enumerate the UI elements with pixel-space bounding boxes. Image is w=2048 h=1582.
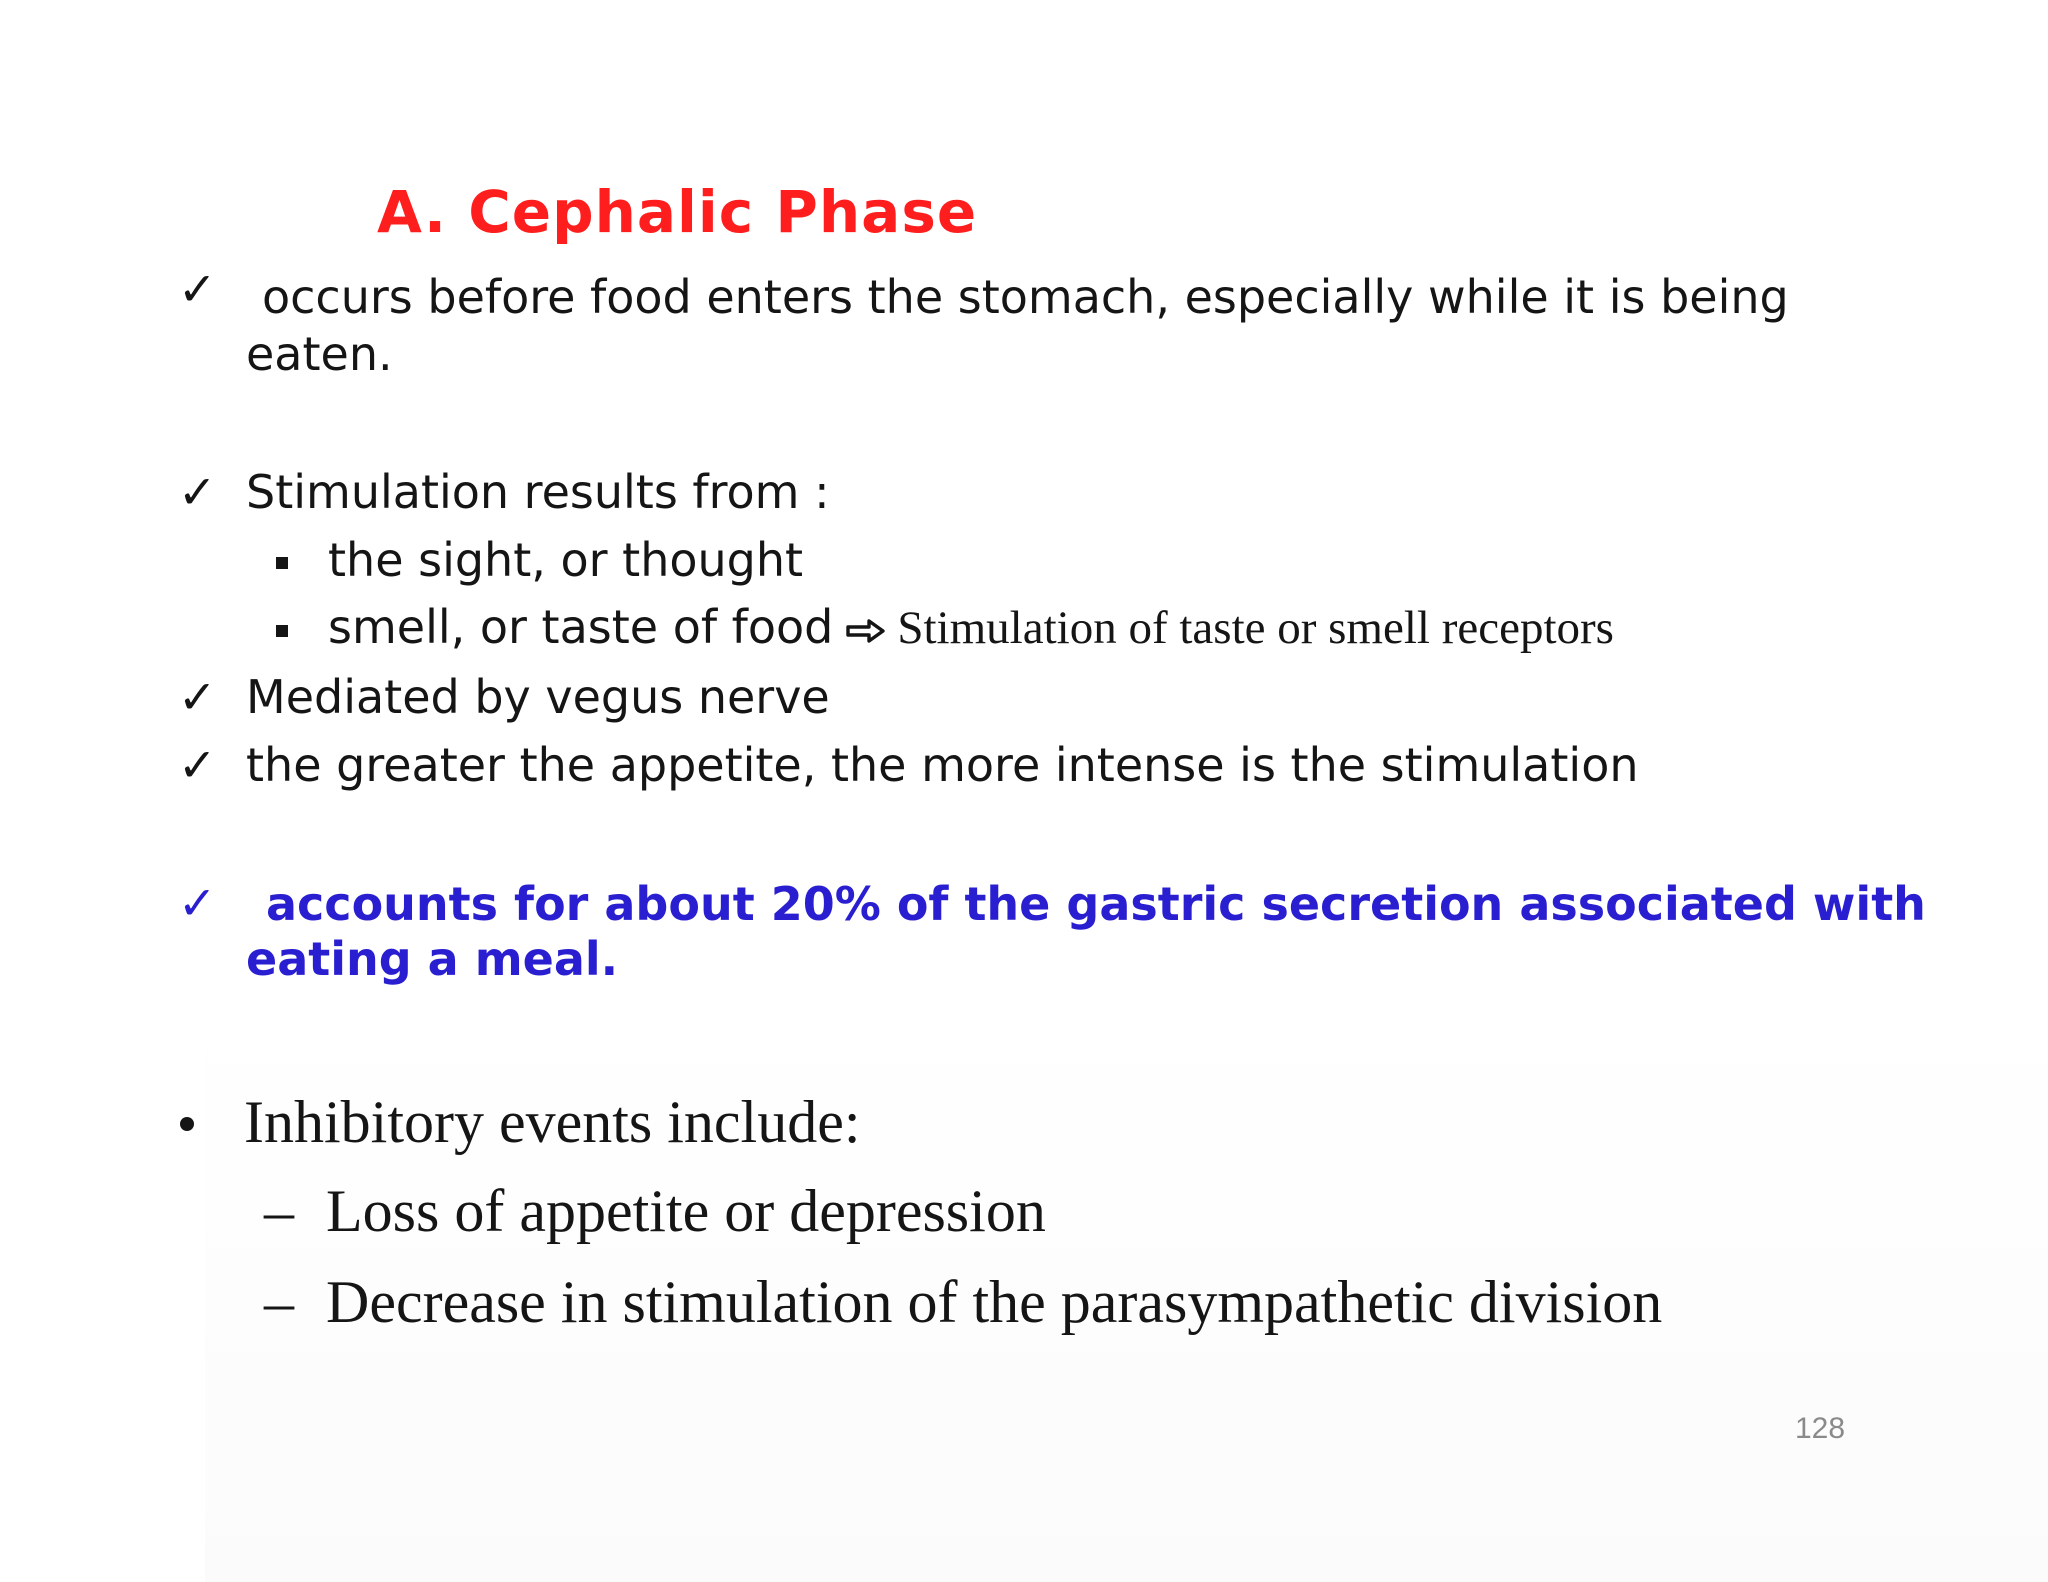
sub-sight: the sight, or thought bbox=[328, 533, 804, 587]
sub-smell-note: Stimulation of taste or smell receptors bbox=[897, 602, 1614, 654]
dash-icon: – bbox=[264, 1178, 294, 1244]
inhibitory-heading: Inhibitory events include: bbox=[244, 1089, 861, 1155]
square-bullet-icon bbox=[276, 625, 288, 637]
check-icon: ✓ bbox=[178, 465, 217, 519]
right-arrow-icon bbox=[845, 617, 887, 645]
square-bullet-icon bbox=[276, 557, 288, 569]
point-occurs-line2: eaten. bbox=[246, 327, 393, 381]
point-percentage-line1: accounts for about 20% of the gastric secretion associated with bbox=[266, 877, 1926, 931]
point-occurs-line1: occurs before food enters the stomach, especially while it is being bbox=[262, 270, 1789, 324]
round-bullet-icon bbox=[180, 1117, 194, 1131]
dash-icon: – bbox=[264, 1269, 294, 1335]
check-icon: ✓ bbox=[178, 670, 217, 724]
check-icon: ✓ bbox=[178, 738, 217, 792]
point-appetite: the greater the appetite, the more intense is the stimulation bbox=[246, 738, 1639, 792]
page-number: 128 bbox=[1795, 1412, 1846, 1445]
point-stimulation: Stimulation results from : bbox=[246, 465, 830, 519]
sub-smell-label: smell, or taste of food bbox=[328, 600, 834, 654]
point-vagus: Mediated by vegus nerve bbox=[246, 670, 830, 724]
check-icon: ✓ bbox=[178, 262, 217, 316]
point-percentage-line2: eating a meal. bbox=[246, 932, 619, 986]
sub-smell bbox=[328, 600, 1614, 655]
inhibitory-item: Decrease in stimulation of the parasympathetic division bbox=[326, 1269, 1663, 1335]
inhibitory-item: Loss of appetite or depression bbox=[326, 1178, 1046, 1244]
slide-title: A. Cephalic Phase bbox=[377, 178, 978, 246]
check-icon: ✓ bbox=[178, 876, 217, 930]
